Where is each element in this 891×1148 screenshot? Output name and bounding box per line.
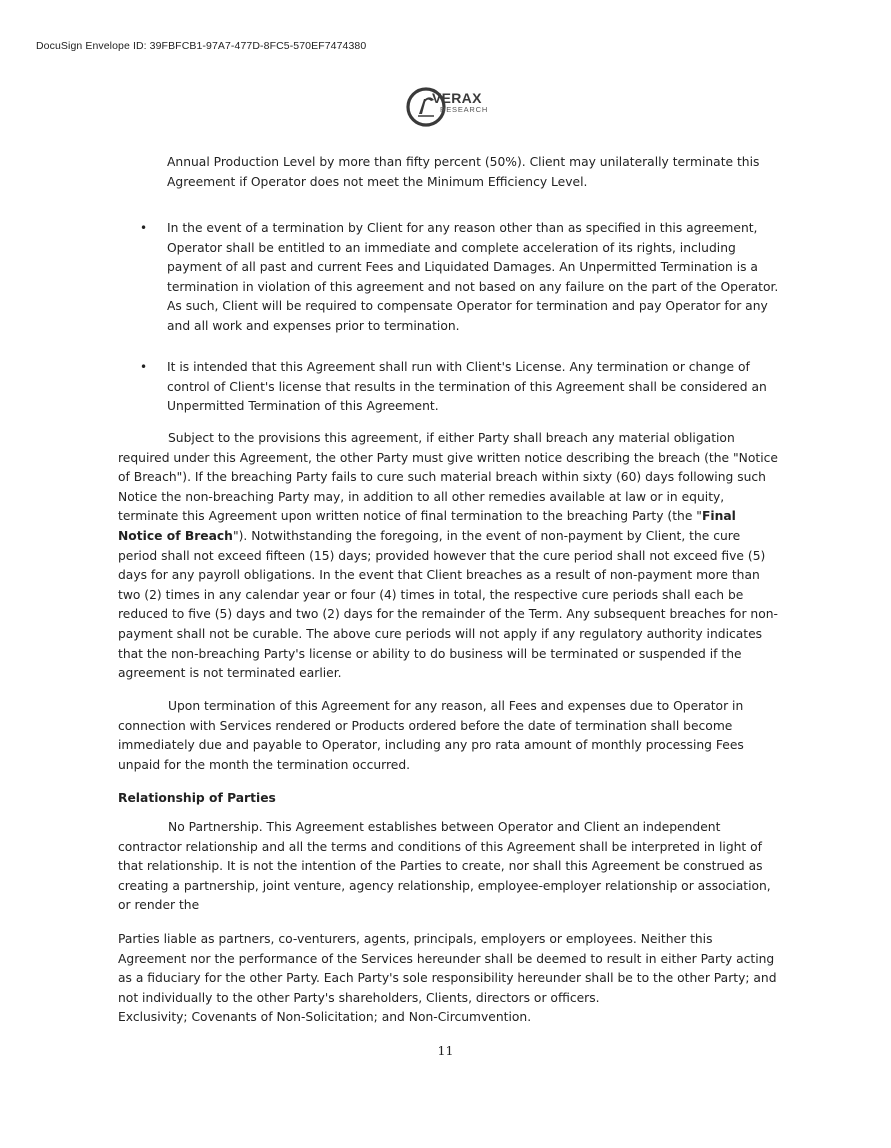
parties-paragraph: [118, 930, 778, 1028]
bullet-symbol: •: [140, 221, 148, 235]
parties-text: Parties liable as partners, co-venturers, agents, principals, employers or employees. Neither this Agreement nor the performance of the Services hereunder shall be deemed to result in either Party acting as a fiduciary for the other Party. Each Party's sole responsibility hereunder shall be to the other Party; and not individually to the other Party's shareholders, Clients, directors or officers.: [118, 932, 777, 1005]
final-notice-term: Final Notice of Breach: [118, 509, 736, 543]
bullet-symbol: •: [140, 360, 148, 374]
continuation-text: Annual Production Level by more than fifty percent (50%). Client may unilaterally terminate this Agreement if Operator does not meet the Minimum Efficiency Level.: [167, 155, 760, 189]
docusign-envelope-id: DocuSign Envelope ID: 39FBFCB1-97A7-477D-8FC5-570EF7474380: [36, 40, 367, 52]
section-heading: Relationship of Parties: [118, 791, 276, 805]
breach-text: [118, 429, 778, 684]
page-number: 11: [437, 1043, 454, 1058]
logo-wordmark: VERAX: [432, 90, 482, 106]
bullet-item: [140, 219, 780, 337]
logo-subtitle: RESEARCH: [440, 105, 489, 114]
termination-text: Upon termination of this Agreement for any reason, all Fees and expenses due to Operator in connection with Services rendered or Products ordered before the date of termination shall become immediately due and payable to Operator, including any pro rata amount of monthly processing Fees unpaid for the month the termination occurred.: [118, 699, 744, 772]
bullet-item: [140, 358, 780, 417]
bullet-text: In the event of a termination by Client for any reason other than as specified in this agreement, Operator shall be entitled to an immediate and complete acceleration of its rights, including payment of all past and current Fees and Liquidated Damages. An Unpermitted Termination is a termination in violation of this agreement and not based on any failure on the part of the Operator. As such, Client will be required to compensate Operator for termination and pay Operator for any and all work and expenses prior to termination.: [167, 221, 779, 333]
termination-paragraph: [118, 697, 778, 775]
exclusivity-line: Exclusivity; Covenants of Non-Solicitation; and Non-Circumvention.: [118, 1010, 532, 1025]
bullet-text: It is intended that this Agreement shall run with Client's License. Any termination or change of control of Client's license that results in the termination of this Agreement shall be considered an Unpermitted Termination of this Agreement.: [167, 360, 767, 414]
breach-paragraph: [118, 429, 778, 684]
partnership-paragraph: [118, 818, 778, 916]
breach-text-part1: Subject to the provisions this agreement, if either Party shall breach any material obligation required under this Agreement, the other Party must give written notice describing the breach (the "Notice of Breach"). If the breaching Party fails to cure such material breach within sixty (60) days following such Notice the non-breaching Party may, in addition to all other remedies available at law or in equity, terminate this Agreement upon written notice of final termination to the breaching Party (the ": [118, 431, 778, 524]
partnership-text: No Partnership. This Agreement establishes between Operator and Client an independent contractor relationship and all the terms and conditions of this Agreement shall be interpreted in light of that relationship. It is not the intention of the Parties to create, nor shall this Agreement be construed as creating a partnership, joint venture, agency relationship, employee-employer relationship or association, or render the: [118, 820, 771, 913]
continuation-paragraph: [167, 153, 779, 192]
breach-text-part2: "). Notwithstanding the foregoing, in the event of non-payment by Client, the cure period shall not exceed fifteen (15) days; provided however that the cure period shall not exceed five (5) days for any payroll obligations. In the event that Client breaches as a result of non-payment more than two (2) times in any calendar year or four (4) times in total, the respective cure periods shall each be reduced to five (5) days and two (2) days for the remainder of the Term. Any subsequent breaches for non-payment shall not be curable. The above cure periods will not apply if any regulatory authority indicates that the non-breaching Party's license or ability to do business will be terminated or suspended if the agreement is not terminated earlier.: [118, 528, 778, 681]
verax-research-logo: [404, 84, 494, 130]
